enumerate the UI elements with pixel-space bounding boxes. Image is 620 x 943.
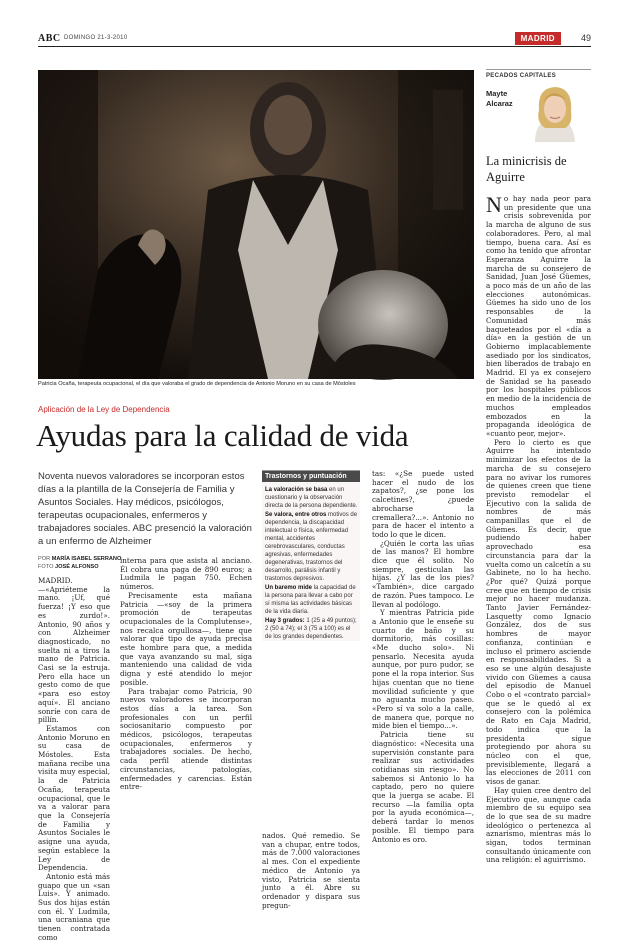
photo-credit-label: FOTO bbox=[38, 564, 54, 570]
paragraph: interna para que asista al anciano. Él cobra una paga de 890 euros; a Ludmila le pagan 750. Echen números. bbox=[120, 556, 252, 592]
photographer-name: JOSÉ ALFONSO bbox=[55, 564, 99, 570]
paragraph: Precisamente esta mañana Patricia —«soy de la primera promoción de terapeutas ocupacionales de la Complutense», nos recalca orgullosa—, tiene que valorar qué tipo de ayuda precisa este hombre para que, a medida que vaya avanzando su mal, siga manteniendo una calidad de vida digna y esté atendido lo mejor posible. bbox=[120, 590, 252, 687]
paragraph: Hay quien cree dentro del Ejecutivo que, aunque cada miembro de su equipo sea de lo que sea de su madre ideológico o pertenezca al aznarismo, mientras más lo sigan, todos terminan consultando únicamente con una religión: el aguirrismo. bbox=[486, 785, 591, 865]
info-box-title: Trastornos y puntuación bbox=[262, 471, 360, 482]
article-photo bbox=[38, 70, 474, 379]
paragraph: No hay nada peor para un presidente que una crisis sobrevenida por la marcha de alguno de sus colaboradores. Pero, al mal tiempo, buena cara. Así es como ha tenido que afrontar Esperanza Aguirre la marcha de su consejero de Sanidad, Juan José Güemes, a poco más de un año de las elecciones autonómicas. Güemes ha sido uno de los responsables de la Comunidad más baqueteados por el «día a día» en la gestión de un Gobierno implacablemente asediado por los sindicatos, bien liberados de trabajo en Madrid. El ya ex consejero de Sanidad se ha paseado por los hospitales públicos en medio de la incidencia de muchos empleados embozados en la propaganda ideológica de «cuanto peor, mejor». bbox=[486, 192, 591, 438]
page-header bbox=[38, 33, 591, 47]
article-column-2 bbox=[120, 557, 252, 792]
drop-cap: N bbox=[486, 192, 502, 217]
info-item: Un baremo mide la capacidad de la persona para llevar a cabo por sí misma las actividades básicas de la vida diaria. bbox=[265, 585, 356, 615]
article-column-3 bbox=[262, 832, 360, 910]
paragraph: ¿Quién le corta las uñas de las manos? El hombre dice que él solito. No siempre, gesticulan las hijas. ¿Y las de los pies? «También», dice cargado de razón. Pues tampoco. Le llevan al podólogo. bbox=[372, 538, 474, 609]
article-lead: Noventa nuevos valoradores se incorporan estos días a la plantilla de la Consejería de Familia y Asuntos Sociales. Hay médicos, psicólogos, terapeutas ocupacionales, enfermeros y trabajadores sociales. ABC presenció la valoración a un enfermo de Alzheimer bbox=[38, 471, 252, 547]
paragraph: Antonio está más guapo que un «san Luis». Y animado. Sus dos hijas están con él. Y Ludmila, una ucraniana que tienen contratada como bbox=[38, 871, 110, 942]
info-box bbox=[262, 470, 360, 642]
opinion-author: Mayte Alcaraz bbox=[486, 89, 513, 108]
page-number: 49 bbox=[580, 33, 591, 43]
info-item: Hay 3 grados: 1 (25 a 49 puntos); 2 (50 a 74); el 3 (75 a 100) es el de los grandes dependientes. bbox=[265, 618, 357, 640]
byline-label: POR bbox=[38, 556, 51, 562]
paragraph: Para trabajar como Patricia, 90 nuevos valoradores se incorporan estos días a la tarea. Son profesionales con un perfil sociosanitario compuesto por médicos, psicólogos, terapeutas ocupacionales, enfermeros y trabajadores sociales. De hecho, cada perfil atiende distintas circunstancias, patologías, enfermedades y carencias. Están entre- bbox=[120, 686, 252, 792]
section-badge: MADRID bbox=[515, 32, 561, 45]
article-column-1 bbox=[38, 577, 110, 943]
paragraph: nados. Qué remedio. Se van a chupar, entre todos, más de 7.000 valoraciones al mes. Con el expediente médico de Antonio ya visto, Patricia se sienta junto a él. Abre su ordenador y dispara sus pregun- bbox=[262, 831, 360, 910]
article-kicker: Aplicación de la Ley de Dependencia bbox=[38, 405, 170, 414]
info-item: La valoración se basa en un cuestionario y la observación directa de la persona dependiente. bbox=[265, 487, 358, 509]
opinion-rule bbox=[486, 69, 591, 70]
paragraph: Pero lo cierto es que Aguirre ha intentado minimizar los efectos de la marcha de su consejero para no avivar los rumores de quienes creen que tiene previsto remodelar el Ejecutivo con la salida de nombres de más campanillas que el de Güemes. Es decir, que pudiendo haber aprovechado esa circunstancia para dar la vuelta como un calcetín a su Gabinete, no lo ha hecho. ¿Por qué? Quizá porque cree que en tiempo de crisis mejor no hacer mudanza. Tanto Javier Fernández-Lasquetty como Ignacio González, dos de sus hombres de mayor confianza, continúan e incluso el primero asciende en responsabilidades. Si a eso se une algún desajuste vivido con Güemes a causa del episodio de Manuel Cobo o el «contrato parcial» que se le quedó al ex consejero con la polémica de Rato en Caja Madrid, todo indica que la presidenta sigue protegiendo por ahora su núcleo con el que, previsiblemente, llegará a las elecciones de 2011 con visos de ganar. bbox=[486, 437, 591, 787]
author-portrait bbox=[527, 82, 582, 142]
article-column-4 bbox=[372, 470, 474, 844]
issue-date: DOMINGO 21-3-2010 bbox=[64, 35, 128, 41]
paragraph: tas: «¿Se puede usted hacer el nudo de los zapatos?, ¿se pone los calcetines?, ¿puede abrocharse la cremallera?...». Antonio no para de hacer el intento a todo lo que le dicen. bbox=[372, 469, 474, 539]
article-headline: Ayudas para la calidad de vida bbox=[36, 418, 409, 453]
paragraph: Patricia tiene su diagnóstico: «Necesita una supervisión constante para realizar sus actividades cotidianas sin riesgo». No sabemos si Antonio lo ha captado, pero no quiere que la juerga se acabe. El recurso —la familia opta por la ayuda económica—, deberá tardar lo menos posible. El tiempo para Antonio es oro. bbox=[372, 730, 474, 844]
info-box-body bbox=[262, 482, 360, 641]
author-name: MARÍA ISABEL SERRANO bbox=[51, 556, 122, 562]
opinion-column-label: PECADOS CAPITALES bbox=[486, 73, 556, 79]
opinion-body bbox=[486, 192, 591, 865]
photo-caption: Patricia Ocaña, terapeuta ocupacional, el día que valoraba el grado de dependencia de Antonio Moruno en su casa de Móstoles bbox=[38, 381, 356, 387]
article-byline bbox=[38, 555, 121, 571]
paragraph: Estamos con Antonio Moruno en su casa de Móstoles. Esta mañana recibe una visita muy especial, la de Patricia Ocaña, terapeuta ocupacional, que le va a valorar para que la Consejería de Familia y Asuntos Sociales le asigne una ayuda, según establece la Ley de Dependencia. bbox=[38, 723, 110, 873]
newspaper-logo: ABC bbox=[38, 33, 61, 44]
info-item: Se valora, entre otros motivos de dependencia, la discapacidad intelectual o física, enfermedad mental, accidentes cerebrovasculares, conductas agresivas, enfermedades degenerativas, trastornos del desarrollo, parálisis infantil y trastornos depresivos. bbox=[265, 512, 358, 582]
paragraph: MADRID. —«Apriéteme la mano. ¡Uf, qué fuerza! ¡Y eso que es zurdo!». Antonio, 90 años y con Alzheimer diagnosticado, no suelta ni a tiros la mano de Patricia. Casi se la estruja. Pero ella hace un gesto como de que «para eso estoy aquí». El anciano sonríe con cara de pillín. bbox=[38, 576, 110, 725]
paragraph: Y mientras Patricia pide a Antonio que le enseñe su cuarto de baño y su dormitorio, más cosillas: «Me ducho solo». Ni pensarlo. Necesita ayuda aunque, por puro pudor, se pone el la ropa interior. Sus hijas cuentan que no tiene movilidad suficiente y que no aguanta mucho paseo. «Pero sí va solo a la calle, de manera que, porque no mide bien el tiempo...». bbox=[372, 608, 474, 731]
opinion-title: La minicrisis de Aguirre bbox=[486, 154, 567, 184]
